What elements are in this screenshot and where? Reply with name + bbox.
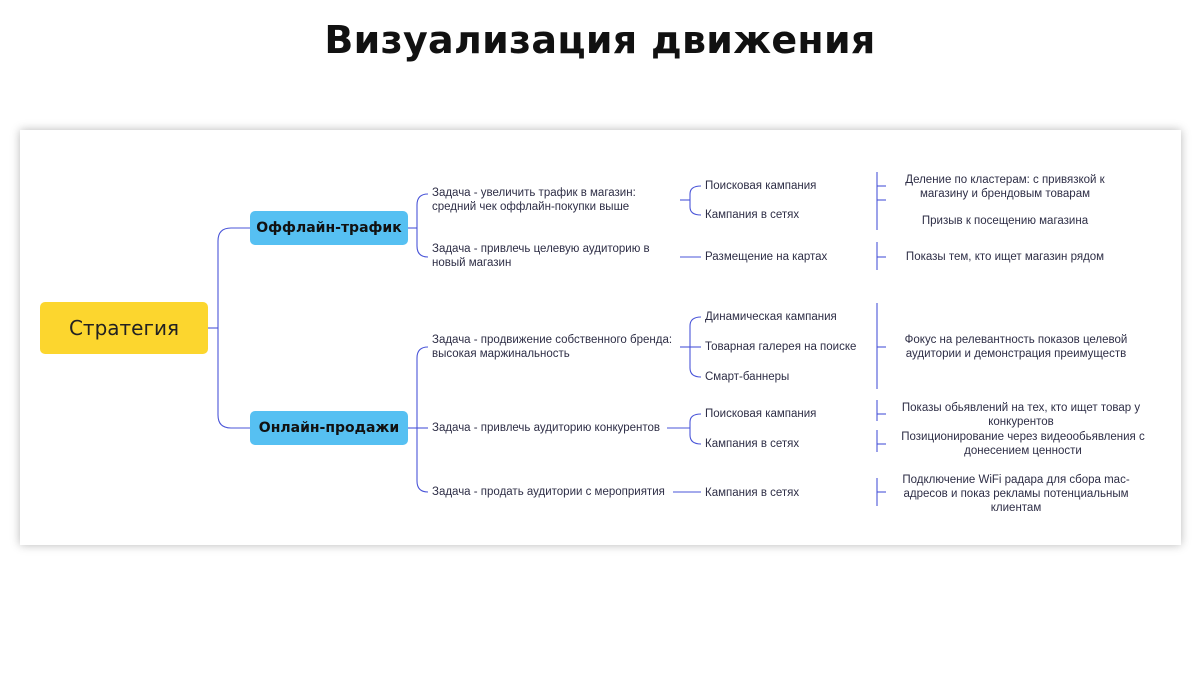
note-line: донесением ценности xyxy=(964,445,1082,457)
connector xyxy=(690,414,701,444)
note-line: Позиционирование через видеообьявления с xyxy=(901,431,1145,443)
channel-dynamic-campaign: Динамическая кампания xyxy=(705,311,837,323)
task-offline-traffic xyxy=(432,186,636,214)
task-own-brand xyxy=(432,333,672,361)
task-line: высокая маржинальность xyxy=(432,348,570,360)
channel-smart-banners: Смарт-баннеры xyxy=(705,371,790,383)
task-line: Задача - продвижение собственного бренда: xyxy=(432,334,673,346)
channel-product-gallery: Товарная галерея на поиске xyxy=(705,341,857,353)
task-line: средний чек оффлайн-покупки выше xyxy=(432,201,630,213)
note-line: конкурентов xyxy=(988,416,1054,428)
note-line: Фокус на релевантность показов целевой xyxy=(904,334,1128,346)
connector xyxy=(417,347,428,492)
note-clusters xyxy=(896,173,1114,201)
root-node: Стратегия xyxy=(40,302,208,354)
channel-maps: Размещение на картах xyxy=(705,251,828,263)
note-relevance xyxy=(896,333,1136,361)
note-wifi-radar xyxy=(896,473,1136,515)
note-line: Деление по кластерам: с привязкой к xyxy=(905,174,1105,186)
task-line: новый магазин xyxy=(432,257,512,269)
task-competitors: Задача - привлечь аудиторию конкурентов xyxy=(432,422,661,434)
note-line: Подключение WiFi радара для сбора mac- xyxy=(902,474,1130,486)
note-line: магазину и брендовым товарам xyxy=(919,188,1091,200)
channel-network-campaign: Кампания в сетях xyxy=(705,209,800,221)
connector xyxy=(218,228,231,428)
channel-network-campaign: Кампания в сетях xyxy=(705,487,800,499)
connector xyxy=(690,186,701,215)
note-line: клиентам xyxy=(990,502,1042,514)
channel-search-campaign: Поисковая кампания xyxy=(705,180,817,192)
task-line: Задача - увеличить трафик в магазин: xyxy=(432,187,636,199)
task-line: Задача - привлечь целевую аудиторию в xyxy=(432,243,650,255)
branch-online: Онлайн-продажи xyxy=(250,411,408,445)
note-line: адресов и показ рекламы потенциальным xyxy=(903,488,1129,500)
note-competitor-ads xyxy=(896,401,1146,429)
task-new-store xyxy=(432,242,650,270)
mindmap-card xyxy=(20,130,1181,545)
note-line: аудитории и демонстрация преимуществ xyxy=(905,348,1127,360)
note-store-visit: Призыв к посещению магазина xyxy=(921,215,1089,227)
note-video-ads xyxy=(896,430,1150,458)
note-nearby: Показы тем, кто ищет магазин рядом xyxy=(905,251,1105,263)
note-line: Показы обьявлений на тех, кто ищет товар у xyxy=(901,402,1141,414)
connector xyxy=(417,194,428,257)
task-event-audience: Задача - продать аудитории с мероприятия xyxy=(432,486,665,498)
channel-search-campaign: Поисковая кампания xyxy=(705,408,817,420)
slide-title: Визуализация движения xyxy=(324,18,876,62)
channel-network-campaign: Кампания в сетях xyxy=(705,438,800,450)
branch-offline: Оффлайн-трафик xyxy=(250,211,408,245)
